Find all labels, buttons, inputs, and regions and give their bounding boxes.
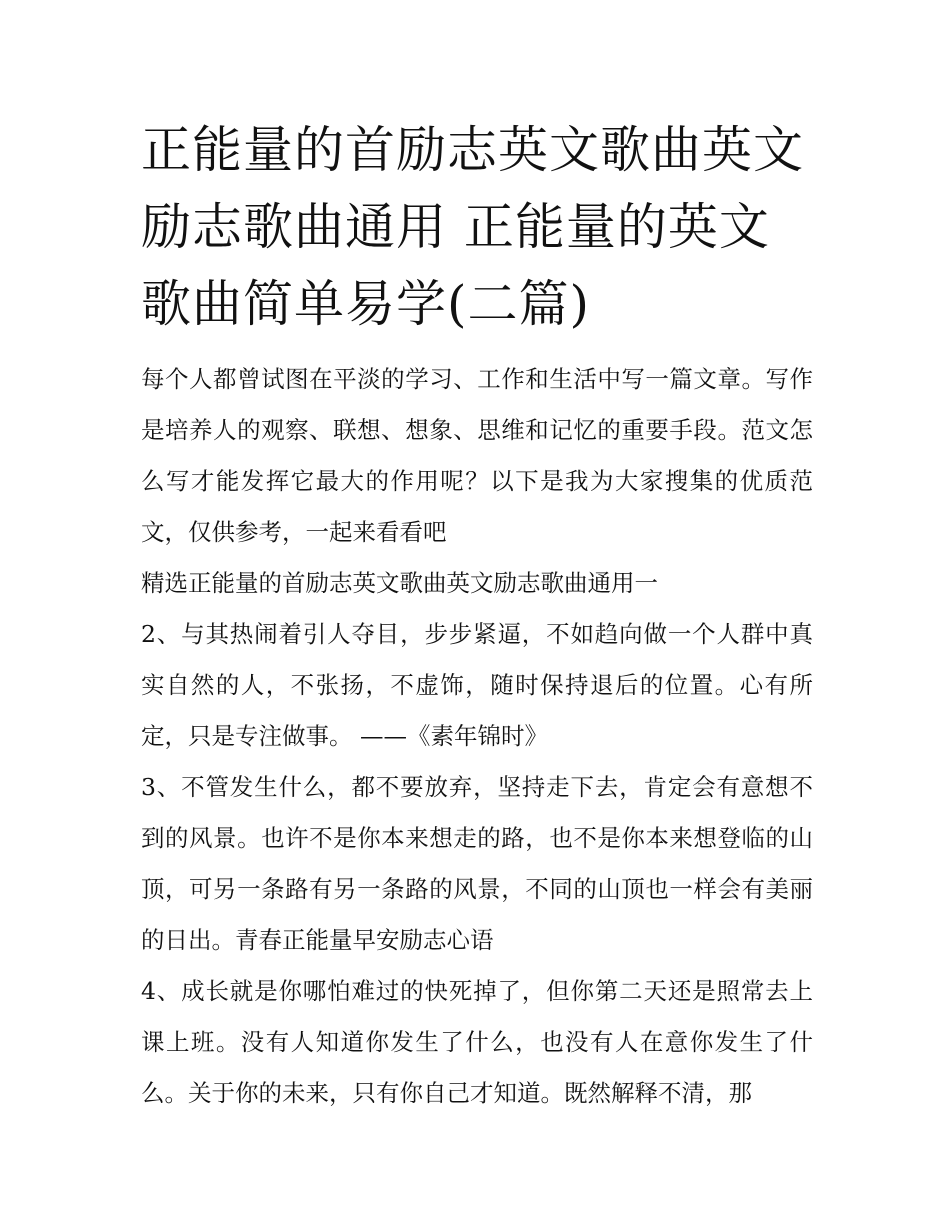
document-body: [141, 112, 813, 1119]
intro-paragraph: 每个人都曾试图在平淡的学习、工作和生活中写一篇文章。写作是培养人的观察、联想、想象、思维和记忆的重要手段。范文怎么写才能发挥它最大的作用呢？以下是我为大家搜集的优质范文，仅供参考，一起来看看吧: [141, 365, 813, 546]
quote-item-3: 3、不管发生什么，都不要放弃，坚持走下去，肯定会有意想不到的风景。也许不是你本来想走的路，也不是你本来想登临的山顶，可另一条路有另一条路的风景，不同的山顶也一样会有美丽的日出。青春正能量早安励志心语: [141, 773, 813, 954]
section-heading: 精选正能量的首励志英文歌曲英文励志歌曲通用一: [141, 569, 658, 597]
quote-item-2: 2、与其热闹着引人夺目，步步紧逼，不如趋向做一个人群中真实自然的人，不张扬，不虚饰，随时保持退后的位置。心有所定，只是专注做事。 ——《素年锦时》: [141, 620, 813, 750]
quote-item-4: 4、成长就是你哪怕难过的快死掉了，但你第二天还是照常去上课上班。没有人知道你发生了什么，也没有人在意你发生了什么。关于你的未来，只有你自己才知道。既然解释不清，那: [141, 977, 813, 1107]
document-title: 正能量的首励志英文歌曲英文励志歌曲通用 正能量的英文歌曲简单易学(二篇): [141, 121, 804, 333]
